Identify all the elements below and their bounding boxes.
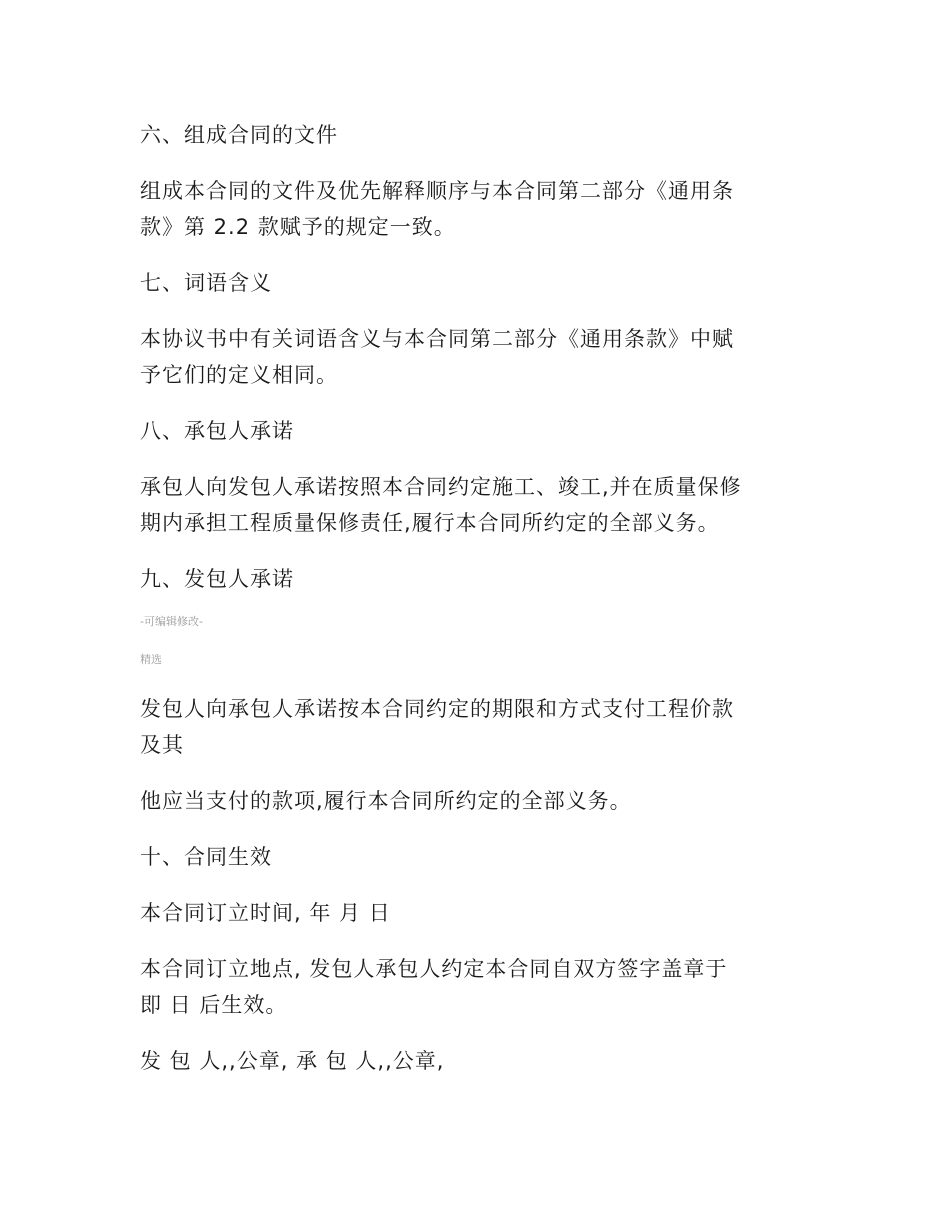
section-heading: 十、合同生效 bbox=[140, 845, 272, 869]
paragraph-line: 组成本合同的文件及优先解释顺序与本合同第二部分《通用条 bbox=[140, 179, 734, 203]
section-heading: 六、组成合同的文件 bbox=[140, 123, 338, 147]
paragraph-line: 及其 bbox=[140, 733, 184, 757]
section-heading: 九、发包人承诺 bbox=[140, 567, 294, 591]
section-heading: 七、词语含义 bbox=[140, 271, 272, 295]
paragraph-line: 款》第 2.2 款赋予的规定一致。 bbox=[140, 215, 456, 239]
paragraph-line: 本合同订立地点, 发包人承包人约定本合同自双方签字盖章于 bbox=[140, 957, 728, 981]
paragraph-line: 他应当支付的款项,履行本合同所约定的全部义务。 bbox=[140, 789, 632, 813]
paragraph-line: 发包人向承包人承诺按本合同约定的期限和方式支付工程价款 bbox=[140, 697, 734, 721]
paragraph-line: 承包人向发包人承诺按照本合同约定施工、竣工,并在质量保修 bbox=[140, 475, 742, 499]
signature-line: 发 包 人,,公章, 承 包 人,,公章, bbox=[140, 1049, 445, 1073]
paragraph-line: 本协议书中有关词语含义与本合同第二部分《通用条款》中赋 bbox=[140, 327, 734, 351]
paragraph-line: 予它们的定义相同。 bbox=[140, 363, 338, 387]
selected-note: 精选 bbox=[140, 653, 162, 666]
section-heading: 八、承包人承诺 bbox=[140, 419, 294, 443]
editable-note: -可编辑修改- bbox=[140, 615, 203, 628]
paragraph-line: 即 日 后生效。 bbox=[140, 993, 288, 1017]
paragraph-line: 期内承担工程质量保修责任,履行本合同所约定的全部义务。 bbox=[140, 511, 720, 535]
paragraph-line: 本合同订立时间, 年 月 日 bbox=[140, 901, 391, 925]
